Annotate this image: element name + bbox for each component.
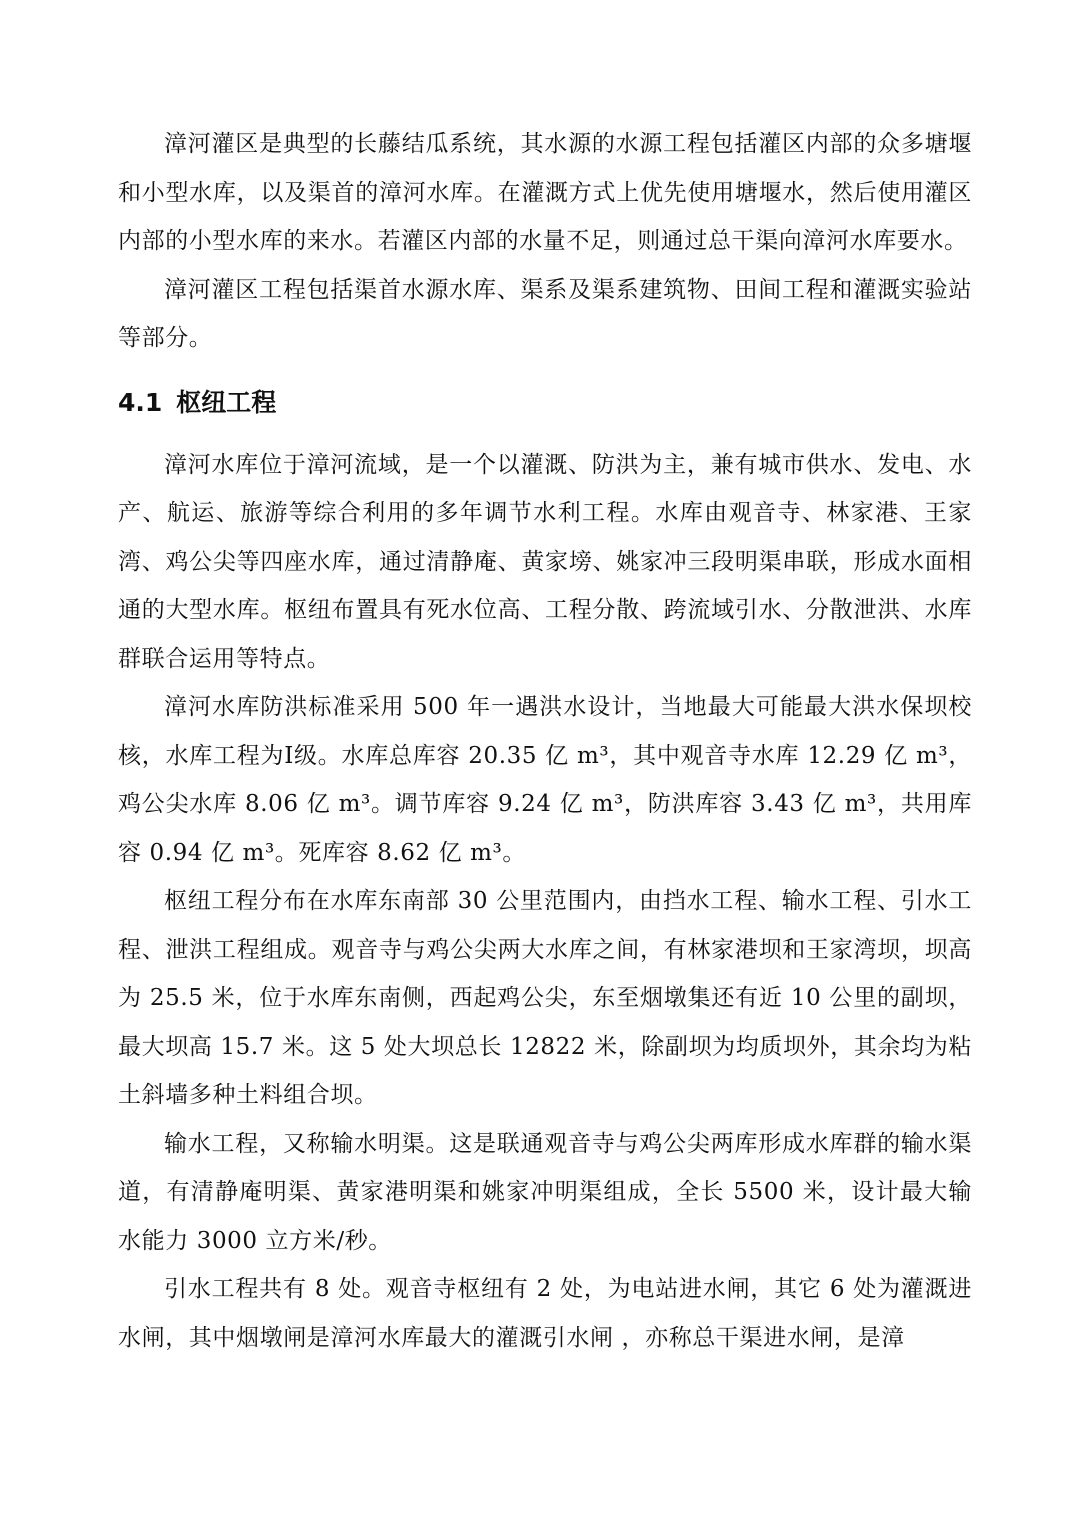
section-heading (118, 377, 972, 429)
intro-paragraph-1: 漳河灌区是典型的长藤结瓜系统，其水源的水源工程包括灌区内部的众多塘堰和小型水库，以及渠首的漳河水库。在灌溉方式上优先使用塘堰水，然后使用灌区内部的小型水库的来水。若灌区内部的水量不足，则通过总干渠向漳河水库要水。 (118, 131, 972, 254)
section-paragraph-1: 漳河水库位于漳河流域，是一个以灌溉、防洪为主，兼有城市供水、发电、水产、航运、旅游等综合利用的多年调节水利工程。水库由观音寺、林家港、王家湾、鸡公尖等四座水库，通过清静庵、黄家塝、姚家冲三段明渠串联，形成水面相通的大型水库。枢纽布置具有死水位高、工程分散、跨流域引水、分散泄洪、水库群联合运用等特点。 (118, 451, 972, 672)
section-title: 枢纽工程 (176, 387, 277, 417)
section-paragraph-5: 引水工程共有 8 处。观音寺枢纽有 2 处，为电站进水闸，其它 6 处为灌溉进水闸，其中烟墩闸是漳河水库最大的灌溉引水闸 ，亦称总干渠进水闸，是漳 (118, 1276, 972, 1351)
section-paragraph-3: 枢纽工程分布在水库东南部 30 公里范围内，由挡水工程、输水工程、引水工程、泄洪工程组成。观音寺与鸡公尖两大水库之间，有林家港坝和王家湾坝，坝高为 25.5 米，位于水库东南侧，西起鸡公尖，东至烟墩集还有近 10 公里的副坝，最大坝高 15.7 米。这 5 处大坝总长 12822 米，除副坝为均质坝外，其余均为粘土斜墙多种土料组合坝。 (118, 888, 972, 1108)
document-page (118, 120, 972, 1362)
intro-paragraph-2: 漳河灌区工程包括渠首水源水库、渠系及渠系建筑物、田间工程和灌溉实验站等部分。 (118, 276, 972, 351)
section-number: 4.1 (118, 387, 163, 417)
section-paragraph-4: 输水工程，又称输水明渠。这是联通观音寺与鸡公尖两库形成水库群的输水渠道，有清静庵明渠、黄家港明渠和姚家冲明渠组成，全长 5500 米，设计最大输水能力 3000 立方米/秒。 (118, 1130, 972, 1254)
section-paragraph-2: 漳河水库防洪标准采用 500 年一遇洪水设计，当地最大可能最大洪水保坝校核，水库工程为Ⅰ级。水库总库容 20.35 亿 m³，其中观音寺水库 12.29 亿 m³，鸡公尖水库 8.06 亿 m³。调节库容 9.24 亿 m³，防洪库容 3.43 亿 m³，共用库容 0.94 亿 m³。死库容 8.62 亿 m³。 (118, 694, 972, 866)
